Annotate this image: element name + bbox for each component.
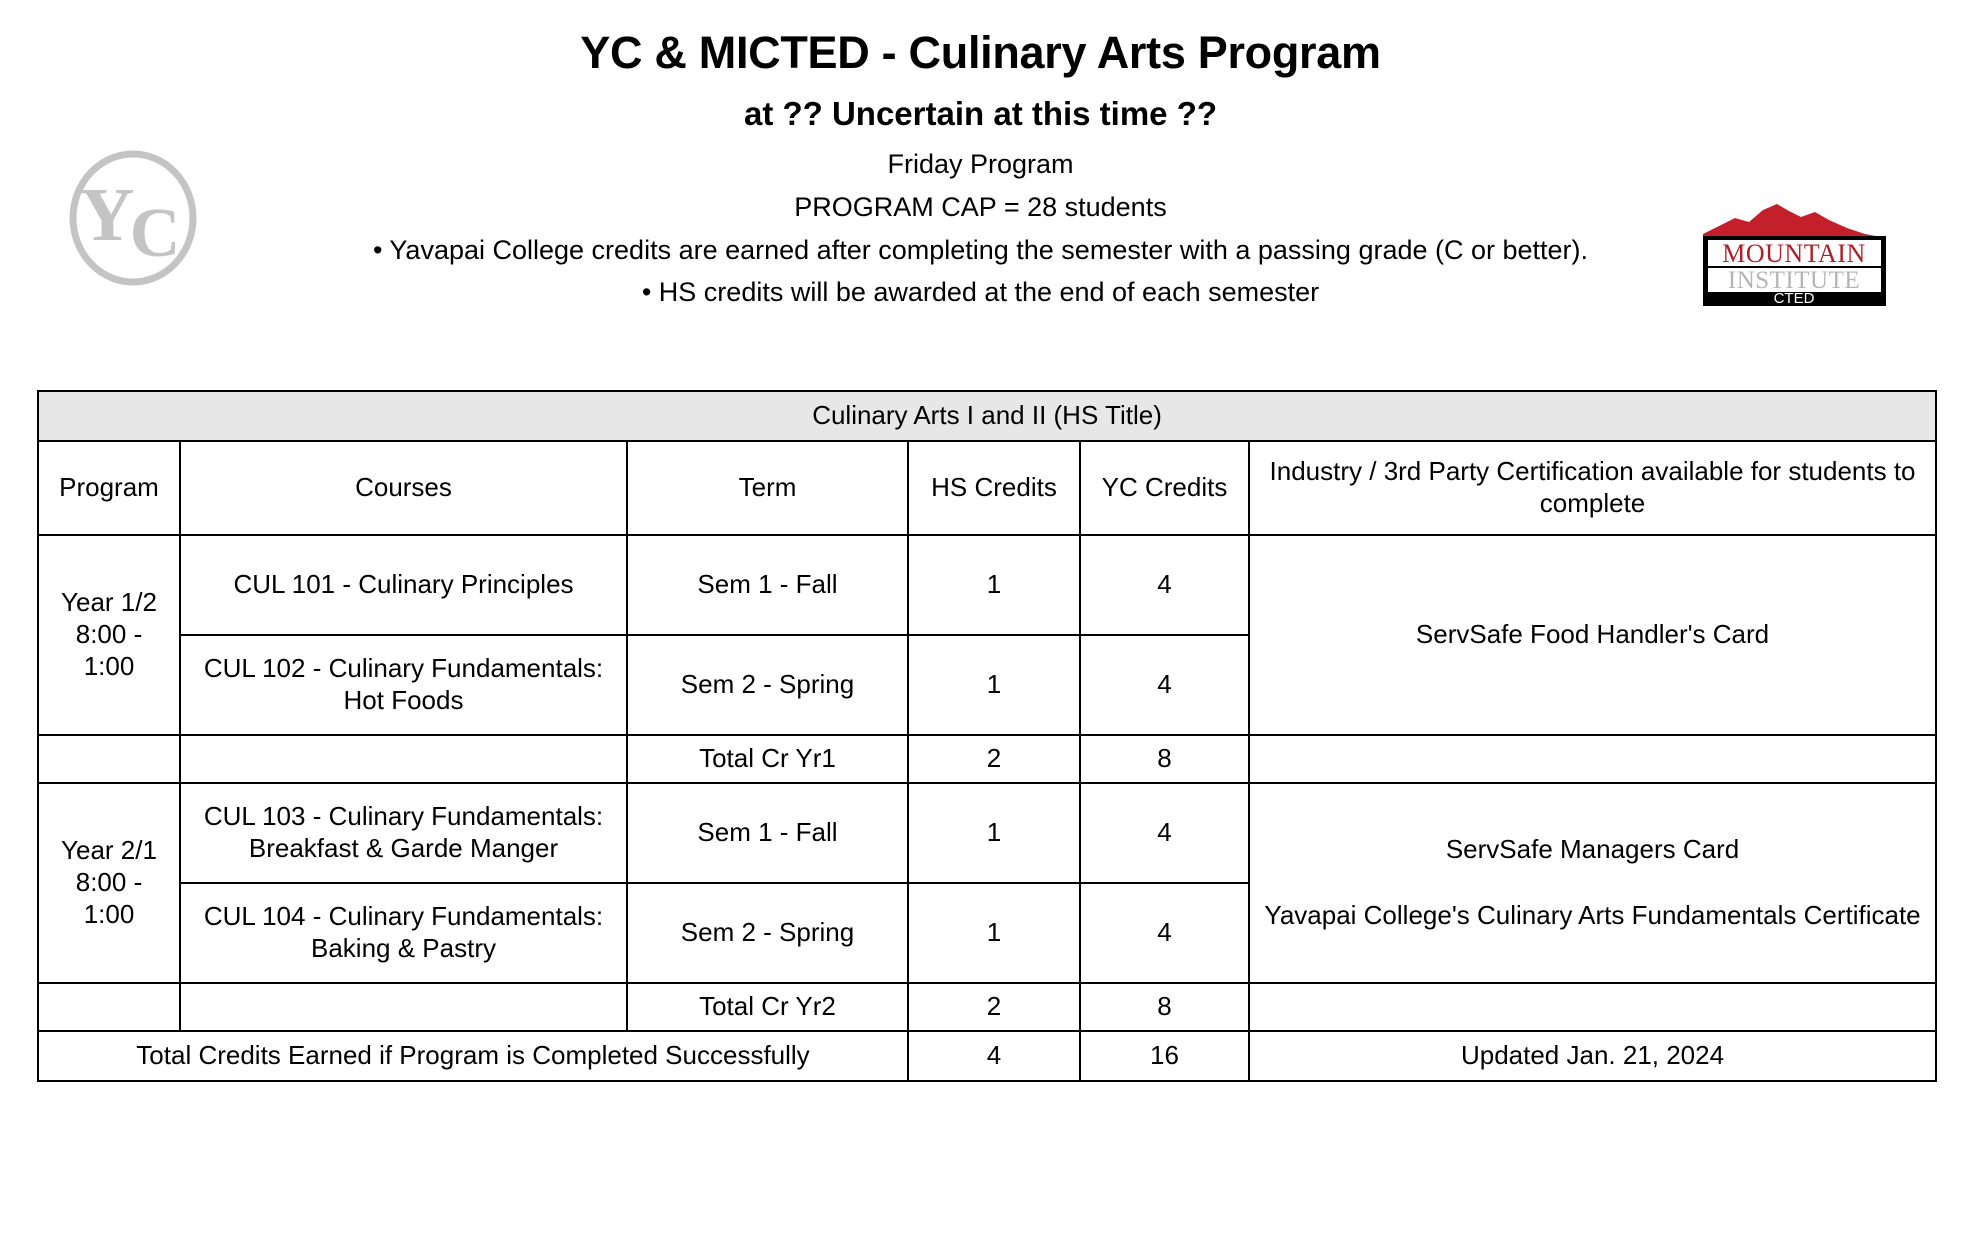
note-bullet-hs-credits: • HS credits will be awarded at the end of each semester (641, 277, 1320, 308)
note-bullet-yc-credits: • Yavapai College credits are earned after completing the semester with a passing grade (C or better). (372, 234, 1589, 265)
title-block (0, 0, 1961, 309)
grand-total-hs-credits: 4 (908, 1031, 1080, 1081)
col-header-courses: Courses (180, 441, 627, 535)
table-row (38, 535, 1936, 635)
total-spacer-courses (180, 735, 627, 783)
col-header-yc-credits: YC Credits (1080, 441, 1249, 535)
svg-text:INSTITUTE: INSTITUTE (1727, 267, 1861, 294)
total-spacer-program (38, 735, 180, 783)
total-yc-credits-year2: 8 (1080, 983, 1249, 1031)
course-hs-credits: 1 (908, 883, 1080, 983)
course-term: Sem 2 - Spring (627, 883, 908, 983)
course-name: CUL 104 - Culinary Fundamentals: Baking & Pastry (180, 883, 627, 983)
mountain-institute-cted-logo-icon (1697, 198, 1892, 306)
course-name: CUL 102 - Culinary Fundamentals: Hot Foods (180, 635, 627, 735)
page-subtitle: at ?? Uncertain at this time ?? (743, 94, 1218, 132)
yavapai-college-logo-icon (63, 148, 203, 288)
document-header (0, 0, 1961, 370)
col-header-certification: Industry / 3rd Party Certification available for students to complete (1249, 441, 1936, 535)
table-banner-row (38, 391, 1936, 441)
svg-text:Y: Y (79, 173, 135, 257)
course-hs-credits: 1 (908, 535, 1080, 635)
course-hs-credits: 1 (908, 783, 1080, 883)
grand-total-yc-credits: 16 (1080, 1031, 1249, 1081)
course-term: Sem 1 - Fall (627, 783, 908, 883)
course-hs-credits: 1 (908, 635, 1080, 735)
course-name: CUL 101 - Culinary Principles (180, 535, 627, 635)
col-header-hs-credits: HS Credits (908, 441, 1080, 535)
course-term: Sem 1 - Fall (627, 535, 908, 635)
course-yc-credits: 4 (1080, 883, 1249, 983)
table-grand-total-row (38, 1031, 1936, 1081)
col-header-term: Term (627, 441, 908, 535)
note-schedule: Friday Program (887, 148, 1074, 179)
col-header-program: Program (38, 441, 180, 535)
course-name: CUL 103 - Culinary Fundamentals: Breakfast & Garde Manger (180, 783, 627, 883)
total-yc-credits-year1: 8 (1080, 735, 1249, 783)
certification-cell-year-1-2: ServSafe Food Handler's Card (1249, 535, 1936, 735)
table-total-row-year1 (38, 735, 1936, 783)
svg-text:MOUNTAIN: MOUNTAIN (1722, 239, 1866, 268)
certification-cell-year-2-1 (1249, 783, 1936, 983)
program-cell-year-2-1: Year 2/1 8:00 - 1:00 (38, 783, 180, 983)
certification-line-yc-certificate: Yavapai College's Culinary Arts Fundamentals Certificate (1264, 900, 1921, 930)
total-hs-credits-year1: 2 (908, 735, 1080, 783)
course-yc-credits: 4 (1080, 535, 1249, 635)
total-spacer-certification (1249, 735, 1936, 783)
program-cell-year-1-2: Year 1/2 8:00 - 1:00 (38, 535, 180, 735)
table-header-row (38, 441, 1936, 535)
note-program-cap: PROGRAM CAP = 28 students (794, 191, 1167, 222)
total-spacer-program (38, 983, 180, 1031)
course-yc-credits: 4 (1080, 635, 1249, 735)
certification-line-servsafe-managers: ServSafe Managers Card (1445, 834, 1740, 865)
table-total-row-year2 (38, 983, 1936, 1031)
certification-spacer (1260, 866, 1925, 900)
grand-total-label: Total Credits Earned if Program is Completed Successfully (38, 1031, 908, 1081)
program-table (37, 390, 1937, 1082)
updated-date: Updated Jan. 21, 2024 (1249, 1031, 1936, 1081)
table-row (38, 783, 1936, 883)
total-label-year1: Total Cr Yr1 (627, 735, 908, 783)
course-yc-credits: 4 (1080, 783, 1249, 883)
svg-text:C: C (129, 195, 181, 272)
total-hs-credits-year2: 2 (908, 983, 1080, 1031)
total-spacer-certification (1249, 983, 1936, 1031)
total-label-year2: Total Cr Yr2 (627, 983, 908, 1031)
total-spacer-courses (180, 983, 627, 1031)
page-title: YC & MICTED - Culinary Arts Program (580, 27, 1381, 78)
course-term: Sem 2 - Spring (627, 635, 908, 735)
table-banner-title: Culinary Arts I and II (HS Title) (38, 391, 1936, 441)
svg-text:CTED: CTED (1773, 290, 1815, 306)
